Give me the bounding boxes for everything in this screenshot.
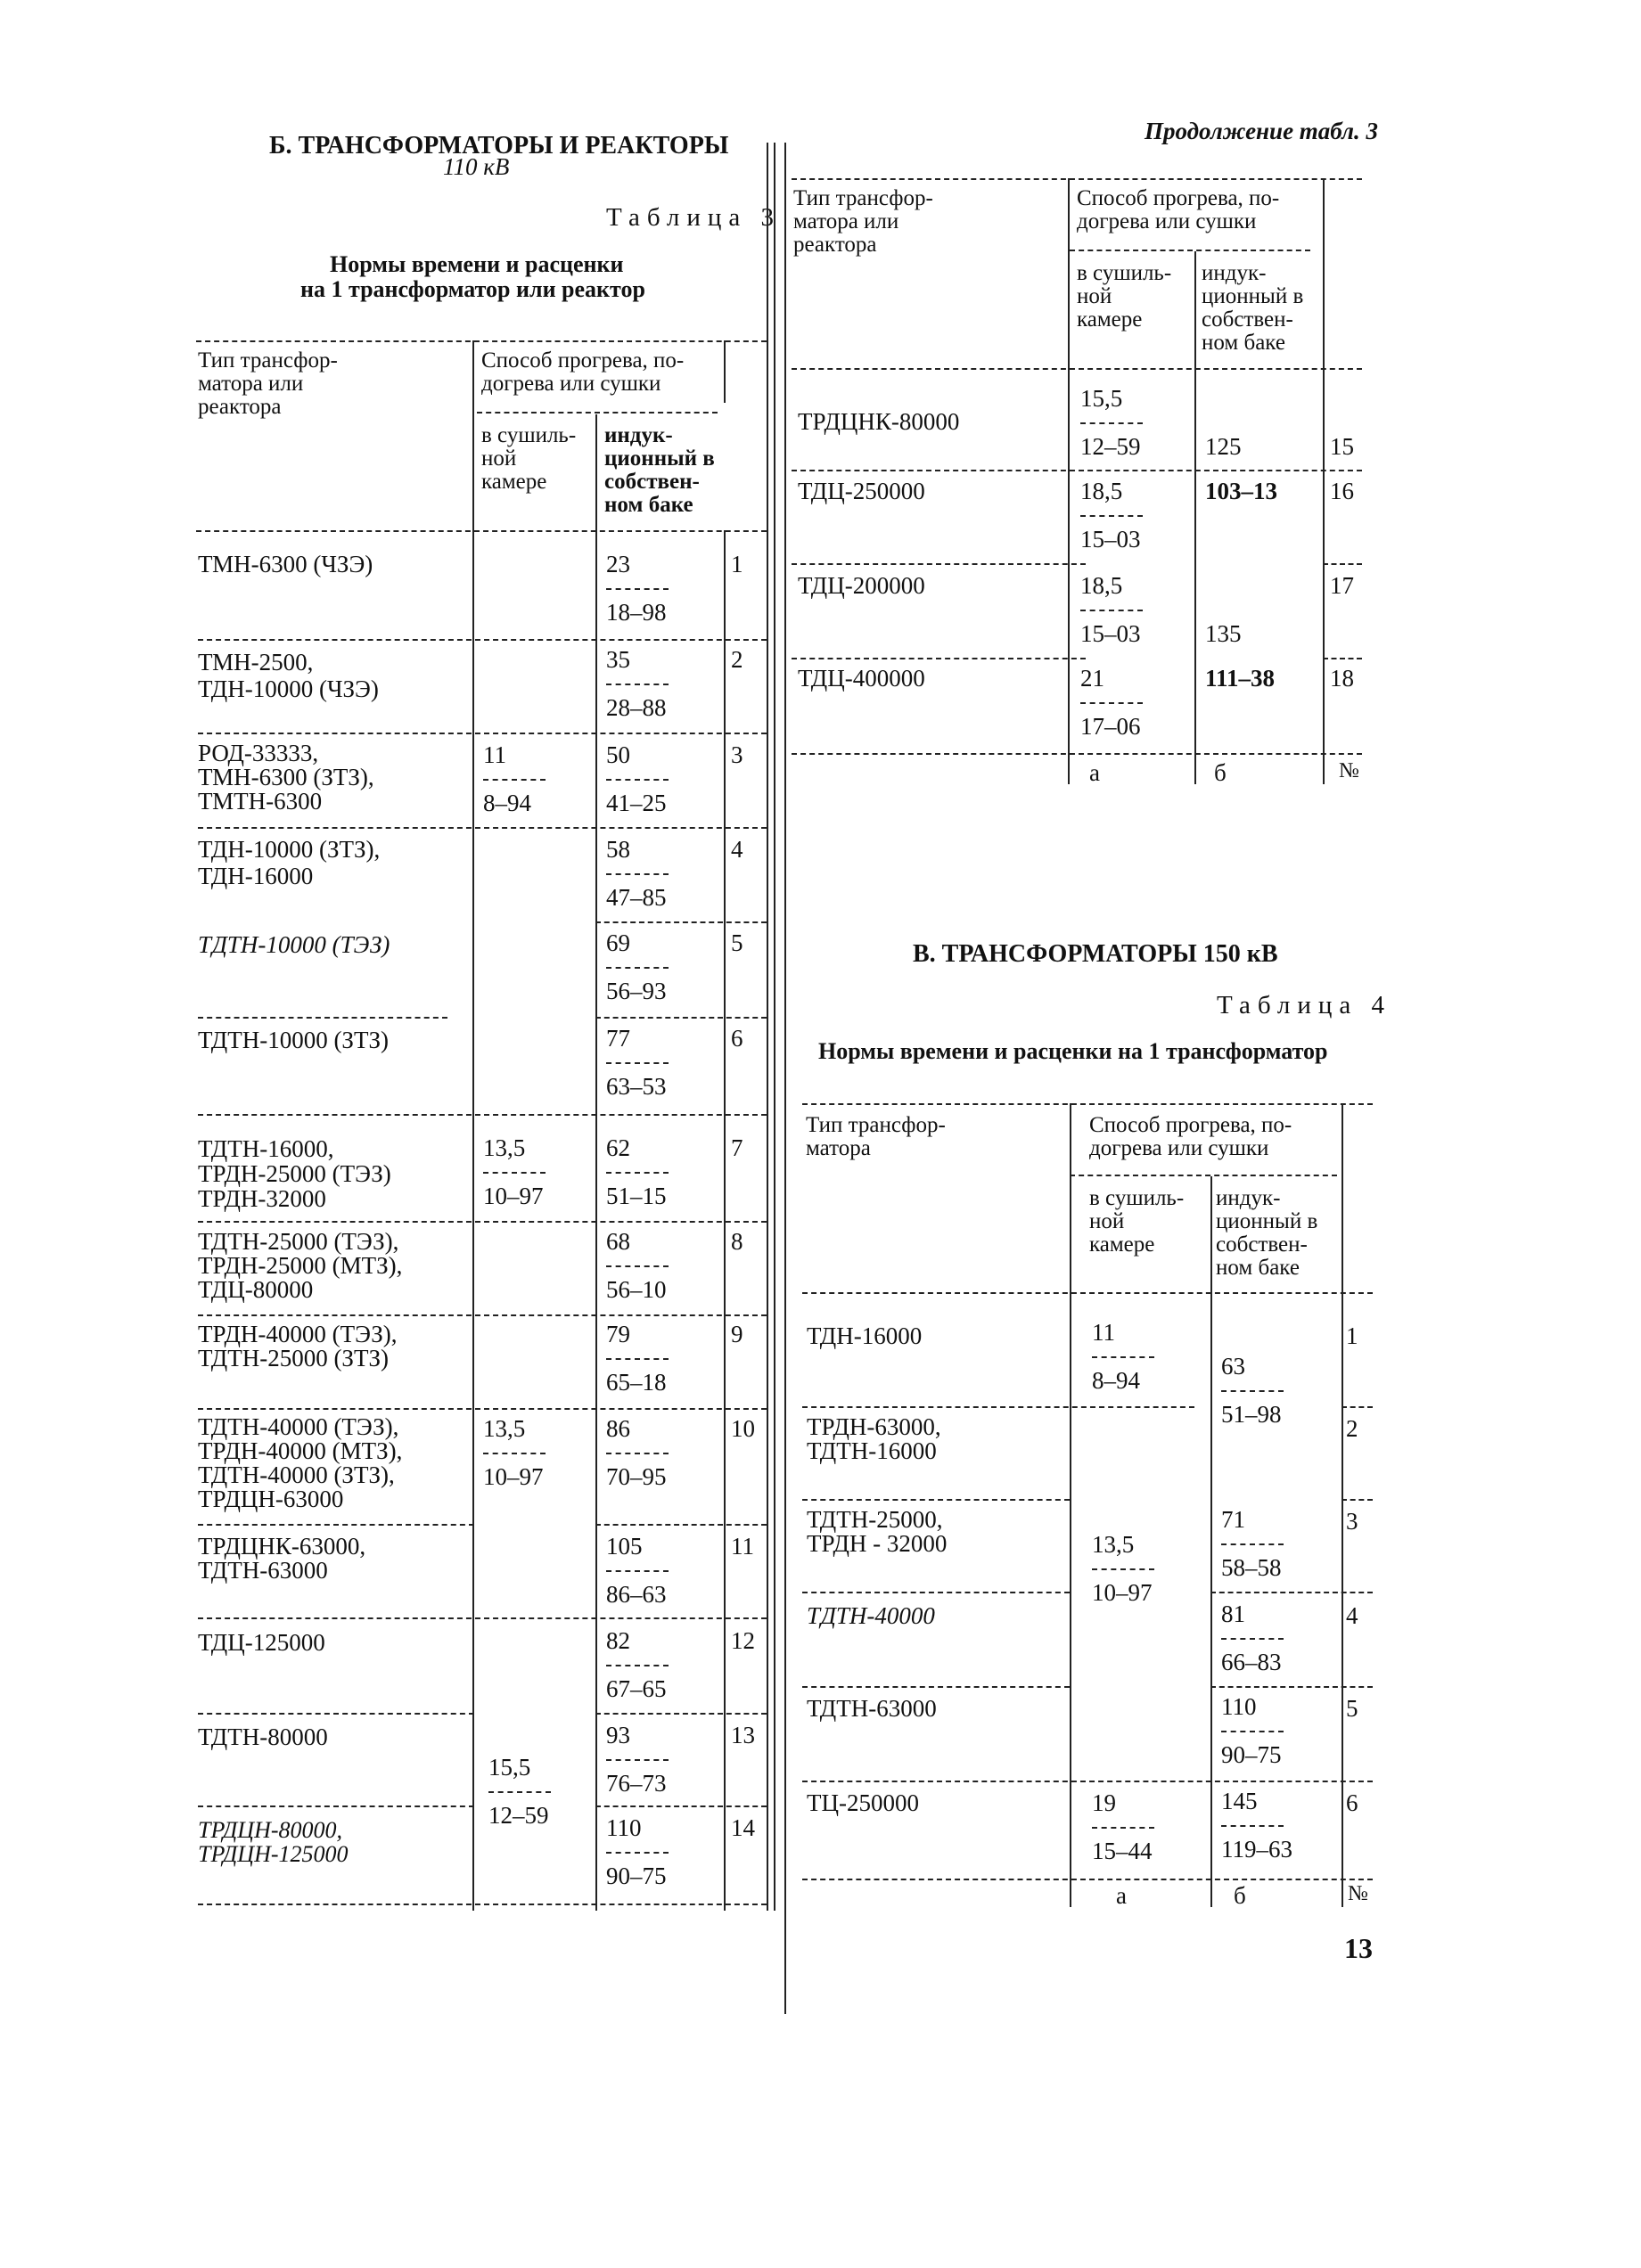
table-4-label: Таблица 4 [1217,991,1392,1019]
col-header-type: Тип трансфор- матора или реактора [198,348,338,419]
table-3-label: Таблица 3 [606,203,782,232]
table-row-11-type: ТРДЦНК-63000, ТДТН-63000 [198,1533,366,1584]
table-row-18-no: 18 [1330,665,1354,692]
camera-group-1: 11 8–94 [483,741,546,816]
table-row-8-type: ТДТН-25000 (ТЭЗ), ТРДН-25000 (МТЗ), ТДЦ-80000 [198,1228,403,1303]
table-row-6-type: ТДТН-10000 (ЗТЗ) [198,1027,389,1053]
table-row-17-no: 17 [1330,572,1354,599]
section-title-b: Б. ТРАНСФОРМАТОРЫ И РЕАКТОРЫ [269,132,729,160]
table-row-5-type: ТДТН-10000 (ТЭЗ) [198,931,390,958]
table4-induction-1: 63 51–98 [1221,1353,1284,1428]
table-row-13-no: 13 [731,1722,755,1748]
rule [198,1904,767,1905]
rule [1194,251,1196,784]
rule [1323,178,1325,784]
rule [1342,1499,1373,1501]
table-row-1-induction: 23 18–98 [606,551,669,626]
rule [198,1805,474,1807]
table-row-15-camera: 15,5 12–59 [1080,385,1143,460]
table-row-16-induction: 103–13 [1205,478,1277,504]
table-row-18-type: ТДЦ-400000 [798,665,925,692]
col-header-type: Тип трансфор- матора или реактора [793,186,933,257]
table4-row-4-type: ТДТН-40000 [807,1602,935,1629]
rule [792,658,1086,659]
rule [198,1408,767,1410]
table-row-4-no: 4 [731,836,743,863]
rule [472,340,474,1911]
table-row-4-type: ТДН-10000 (ЗТЗ), ТДН-16000 [198,836,381,889]
page-number: 13 [1344,1932,1373,1964]
rule [1342,1103,1343,1907]
table-row-16-type: ТДЦ-250000 [798,478,925,504]
table-row-17-type: ТДЦ-200000 [798,572,925,599]
table-row-15-no: 15 [1330,433,1354,460]
table4-row-5-no: 5 [1346,1695,1358,1722]
rule [1342,1406,1373,1408]
table4-row-1-no: 1 [1346,1322,1358,1349]
section-subtitle-110kv: 110 кВ [443,153,510,180]
table-row-5-induction: 69 56–93 [606,929,669,1004]
table4-footer-a: а [1116,1882,1127,1909]
table4-camera-2: 13,5 10–97 [1092,1531,1154,1606]
rule [724,340,726,403]
table-row-12-induction: 82 67–65 [606,1627,669,1702]
table-row-11-induction: 105 86–63 [606,1533,669,1608]
col-header-method: Способ прогрева, по- догрева или сушки [1089,1113,1292,1160]
table-row-14-no: 14 [731,1814,755,1841]
rule [802,1686,1070,1688]
table-row-15-induction: 125 [1205,433,1242,460]
table-3-caption-line2: на 1 трансформатор или реактор [300,276,645,302]
table-row-6-no: 6 [731,1025,743,1052]
table4-footer-b: б [1234,1882,1246,1909]
rule [595,921,767,923]
table-row-8-induction: 68 56–10 [606,1228,669,1303]
table-row-16-no: 16 [1330,478,1354,504]
table-row-12-type: ТДЦ-125000 [198,1629,325,1656]
table-row-17-induction: 135 [1205,620,1242,647]
rule [196,530,767,532]
table-row-3-type: РОД-33333, ТМН-6300 (ЗТЗ), ТМТН-6300 [198,740,374,815]
rule [774,143,775,1911]
table4-row-2-type: ТРДН-63000, ТДТН-16000 [807,1413,941,1464]
table-row-9-no: 9 [731,1321,743,1347]
rule [784,143,786,2014]
rule [198,1713,474,1715]
rule [1070,1175,1337,1176]
rule [767,143,768,1911]
camera-group-2: 13,5 10–97 [483,1134,546,1209]
table-row-12-no: 12 [731,1627,755,1654]
footer-col-no: № [1339,759,1359,782]
rule [792,470,1362,471]
rule [198,827,767,829]
rule [1070,250,1310,251]
table-row-14-type: ТРДЦН-80000, ТРДЦН-125000 [198,1817,349,1867]
rule [198,1314,767,1316]
table-row-7-type: ТДТН-16000, ТРДН-25000 (ТЭЗ) ТРДН-32000 [198,1135,391,1212]
rule [198,733,767,734]
table4-footer-no: № [1348,1882,1368,1905]
rule [198,1617,767,1619]
rule [595,1713,767,1715]
table-3-caption-line1: Нормы времени и расценки [330,251,624,277]
table-row-2-type: ТМН-2500, ТДН-10000 (ЧЗЭ) [198,649,379,702]
table-row-2-induction: 35 28–88 [606,646,669,721]
col-header-camera: в сушиль- ной камере [481,423,577,494]
table-row-2-no: 2 [731,646,743,673]
col-header-camera: в сушиль- ной камере [1089,1186,1185,1257]
col-header-type: Тип трансфор- матора [806,1113,946,1160]
table4-camera-3: 19 15–44 [1092,1789,1154,1864]
table-row-10-no: 10 [731,1415,755,1442]
rule [792,563,1086,565]
table-row-18-induction: 111–38 [1205,665,1276,692]
rule [1070,1103,1071,1907]
col-header-method: Способ прогрева, по- догрева или сушки [481,348,685,396]
table4-camera-1: 11 8–94 [1092,1319,1154,1394]
table-row-7-no: 7 [731,1134,743,1161]
rule [802,1879,1373,1880]
rule [1068,178,1070,784]
col-header-induction: индук- ционный в собствен- ном баке [604,423,715,517]
camera-group-4: 15,5 12–59 [488,1754,551,1829]
table4-induction-4: 110 90–75 [1221,1693,1284,1768]
rule [792,368,1362,370]
rule [1210,1592,1373,1593]
rule [198,1017,447,1019]
table-row-17-camera: 18,5 15–03 [1080,572,1143,647]
table4-row-3-no: 3 [1346,1508,1358,1535]
table-4-caption: Нормы времени и расценки на 1 трансформатор [818,1038,1328,1064]
rule [595,1805,767,1807]
camera-group-3: 13,5 10–97 [483,1415,546,1490]
table-row-1-type: ТМН-6300 (ЧЗЭ) [198,551,373,577]
rule [802,1103,1373,1105]
table-row-4-induction: 58 47–85 [606,836,669,911]
rule [802,1781,1373,1782]
col-header-camera: в сушиль- ной камере [1077,261,1172,332]
table4-row-1-type: ТДН-16000 [807,1322,923,1349]
rule [792,753,1362,755]
table-row-3-induction: 50 41–25 [606,741,669,816]
rule [802,1592,1070,1593]
rule [802,1499,1070,1501]
col-header-method: Способ прогрева, по- догрева или сушки [1077,186,1280,233]
table-row-10-induction: 86 70–95 [606,1415,669,1490]
rule [196,340,767,342]
table-row-1-no: 1 [731,551,743,577]
rule [1210,1686,1373,1688]
table-row-13-type: ТДТН-80000 [198,1724,328,1750]
rule [1323,658,1362,659]
table-row-9-induction: 79 65–18 [606,1321,669,1396]
table-row-18-camera: 21 17–06 [1080,665,1143,740]
rule [1210,1176,1212,1907]
col-header-induction: индук- ционный в собствен- ном баке [1216,1186,1318,1280]
table-row-3-no: 3 [731,741,743,768]
rule [198,1114,767,1116]
table-row-8-no: 8 [731,1228,743,1255]
table4-row-3-type: ТДТН-25000, ТРДН - 32000 [807,1506,948,1557]
table4-induction-5: 145 119–63 [1221,1788,1292,1863]
table4-row-6-no: 6 [1346,1789,1358,1816]
rule [198,1221,767,1223]
table-row-9-type: ТРДН-40000 (ТЭЗ), ТДТН-25000 (ЗТЗ) [198,1321,398,1371]
rule [198,639,767,641]
table-row-14-induction: 110 90–75 [606,1814,669,1889]
table-row-7-induction: 62 51–15 [606,1134,669,1209]
rule [792,178,1362,180]
rule [1323,563,1362,565]
table-row-6-induction: 77 63–53 [606,1025,669,1100]
continuation-label: Продолжение табл. 3 [1145,118,1378,144]
footer-col-b: б [1214,759,1227,786]
table-row-13-induction: 93 76–73 [606,1722,669,1797]
table-row-10-type: ТДТН-40000 (ТЭЗ), ТРДН-40000 (МТЗ), ТДТН-40000 (ЗТЗ), ТРДЦН-63000 [198,1413,403,1512]
rule [595,1524,767,1526]
footer-col-a: а [1089,759,1100,786]
table-row-16-camera: 18,5 15–03 [1080,478,1143,553]
rule [802,1292,1373,1294]
rule [477,412,718,413]
table-row-11-no: 11 [731,1533,754,1560]
section-title-v: В. ТРАНСФОРМАТОРЫ 150 кВ [913,940,1278,968]
rule [802,1406,1194,1408]
table4-induction-3: 81 66–83 [1221,1601,1284,1675]
table-row-5-no: 5 [731,929,743,956]
rule [595,1017,767,1019]
table4-row-4-no: 4 [1346,1602,1358,1629]
col-header-induction: индук- ционный в собствен- ном баке [1202,261,1304,355]
table4-row-2-no: 2 [1346,1415,1358,1442]
table-row-15-type: ТРДЦНК-80000 [798,408,960,435]
table4-induction-2: 71 58–58 [1221,1506,1284,1581]
table4-row-6-type: ТЦ-250000 [807,1789,919,1816]
rule [198,1524,474,1526]
table4-row-5-type: ТДТН-63000 [807,1695,937,1722]
